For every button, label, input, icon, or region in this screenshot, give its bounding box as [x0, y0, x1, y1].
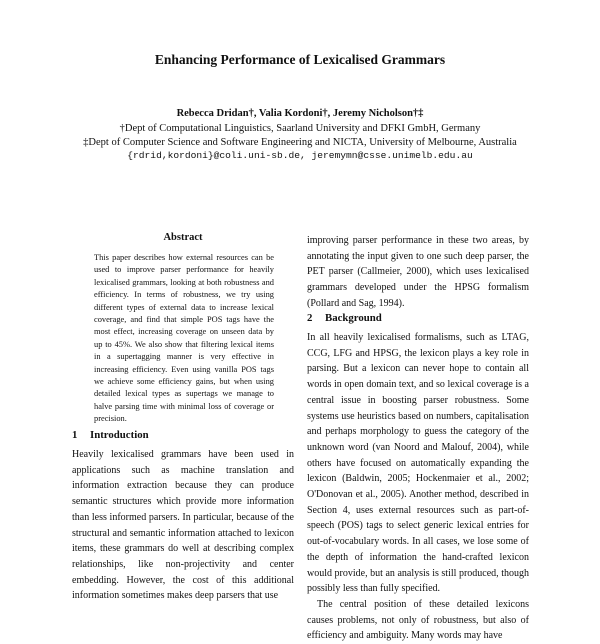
abstract-heading: Abstract: [163, 232, 203, 243]
author-list: Rebecca Dridan†, Valia Kordoni†, Jeremy Nicholson†‡: [176, 108, 424, 119]
background-body: [307, 330, 529, 644]
author-emails: {rdrid,kordoni}@coli.uni-sb.de, jeremymn@csse.unimelb.edu.au: [127, 150, 473, 161]
continuation-paragraph: improving parser performance in these two areas, by annotating the input given to one such deep parser, the PET parser (Callmeier, 2000), which uses lexicalised grammars developed under the HPSG formalism (Pollard and Sag, 1994).: [307, 235, 529, 309]
right-column-continuation: [307, 233, 529, 312]
paper-title: Enhancing Performance of Lexicalised Grammars: [154, 52, 446, 67]
background-heading: [307, 312, 382, 324]
introduction-body: [72, 447, 294, 604]
introduction-heading: [72, 429, 149, 441]
affiliation-2: ‡Dept of Computer Science and Software Engineering and NICTA, University of Melbourne, Australia: [83, 137, 517, 148]
background-paragraph-2: The central position of these detailed lexicons causes problems, not only of robustness, but also of efficiency and ambiguity. Many words may have: [307, 598, 529, 642]
section-number: 2: [307, 312, 313, 324]
abstract-text: This paper describes how external resources can be used to improve parser performance for heavily lexicalised grammars, looking at both robustness and efficiency. In terms of robustness, we try using different types of external data to increase lexical coverage, and find that simple POS tags have the most effect, increasing coverage on unseen data by up to 45%. We also show that filtering lexical items in a supertagging manner is very effective in increasing efficiency. Even using vanilla POS tags we achieve some efficiency gains, but when using detailed lexical types as supertags we manage to halve parsing time with minimal loss of coverage or precision.: [94, 253, 274, 424]
section-title: Introduction: [90, 429, 149, 441]
section-title: Background: [325, 312, 382, 324]
section-number: 1: [72, 429, 78, 441]
background-paragraph-1: In all heavily lexicalised formalisms, such as LTAG, CCG, LFG and HPSG, the lexicon plays a key role in parsing. But a lexicon can never hope to contain all words in open domain text, and so lexical coverage is a central issue in boosting parser robustness. Some systems use heuristics based on numbers, capitalisation and perhaps morphology to guess the category of the unknown word (van Noord and Malouf, 2004), while others have focused on automatically expanding the lexicon (Baldwin, 2005; Hockenmaier et al., 2002; O'Donovan et al., 2005). Another method, described in Section 4, uses external resources such as part-of-speech (POS) tags to select generic lexical entries for out-of-vocabulary words. In all cases, we lose some of the depth of information the hand-crafted lexicon would provide, but an analysis is still produced, though possibly less than fully specified.: [307, 332, 529, 595]
affiliation-1: †Dept of Computational Linguistics, Saarland University and DFKI GmbH, Germany: [119, 123, 481, 134]
introduction-paragraph: Heavily lexicalised grammars have been used in applications such as machine translation and information extraction because they can produce semantic structures which provide more information than less informed parsers. In particular, because of the structural and semantic information attached to lexicon items, these grammars do well at describing complex relationships, like non-projectivity and center embedding. However, the cost of this additional information sometimes makes deep parsers that use: [72, 449, 294, 602]
